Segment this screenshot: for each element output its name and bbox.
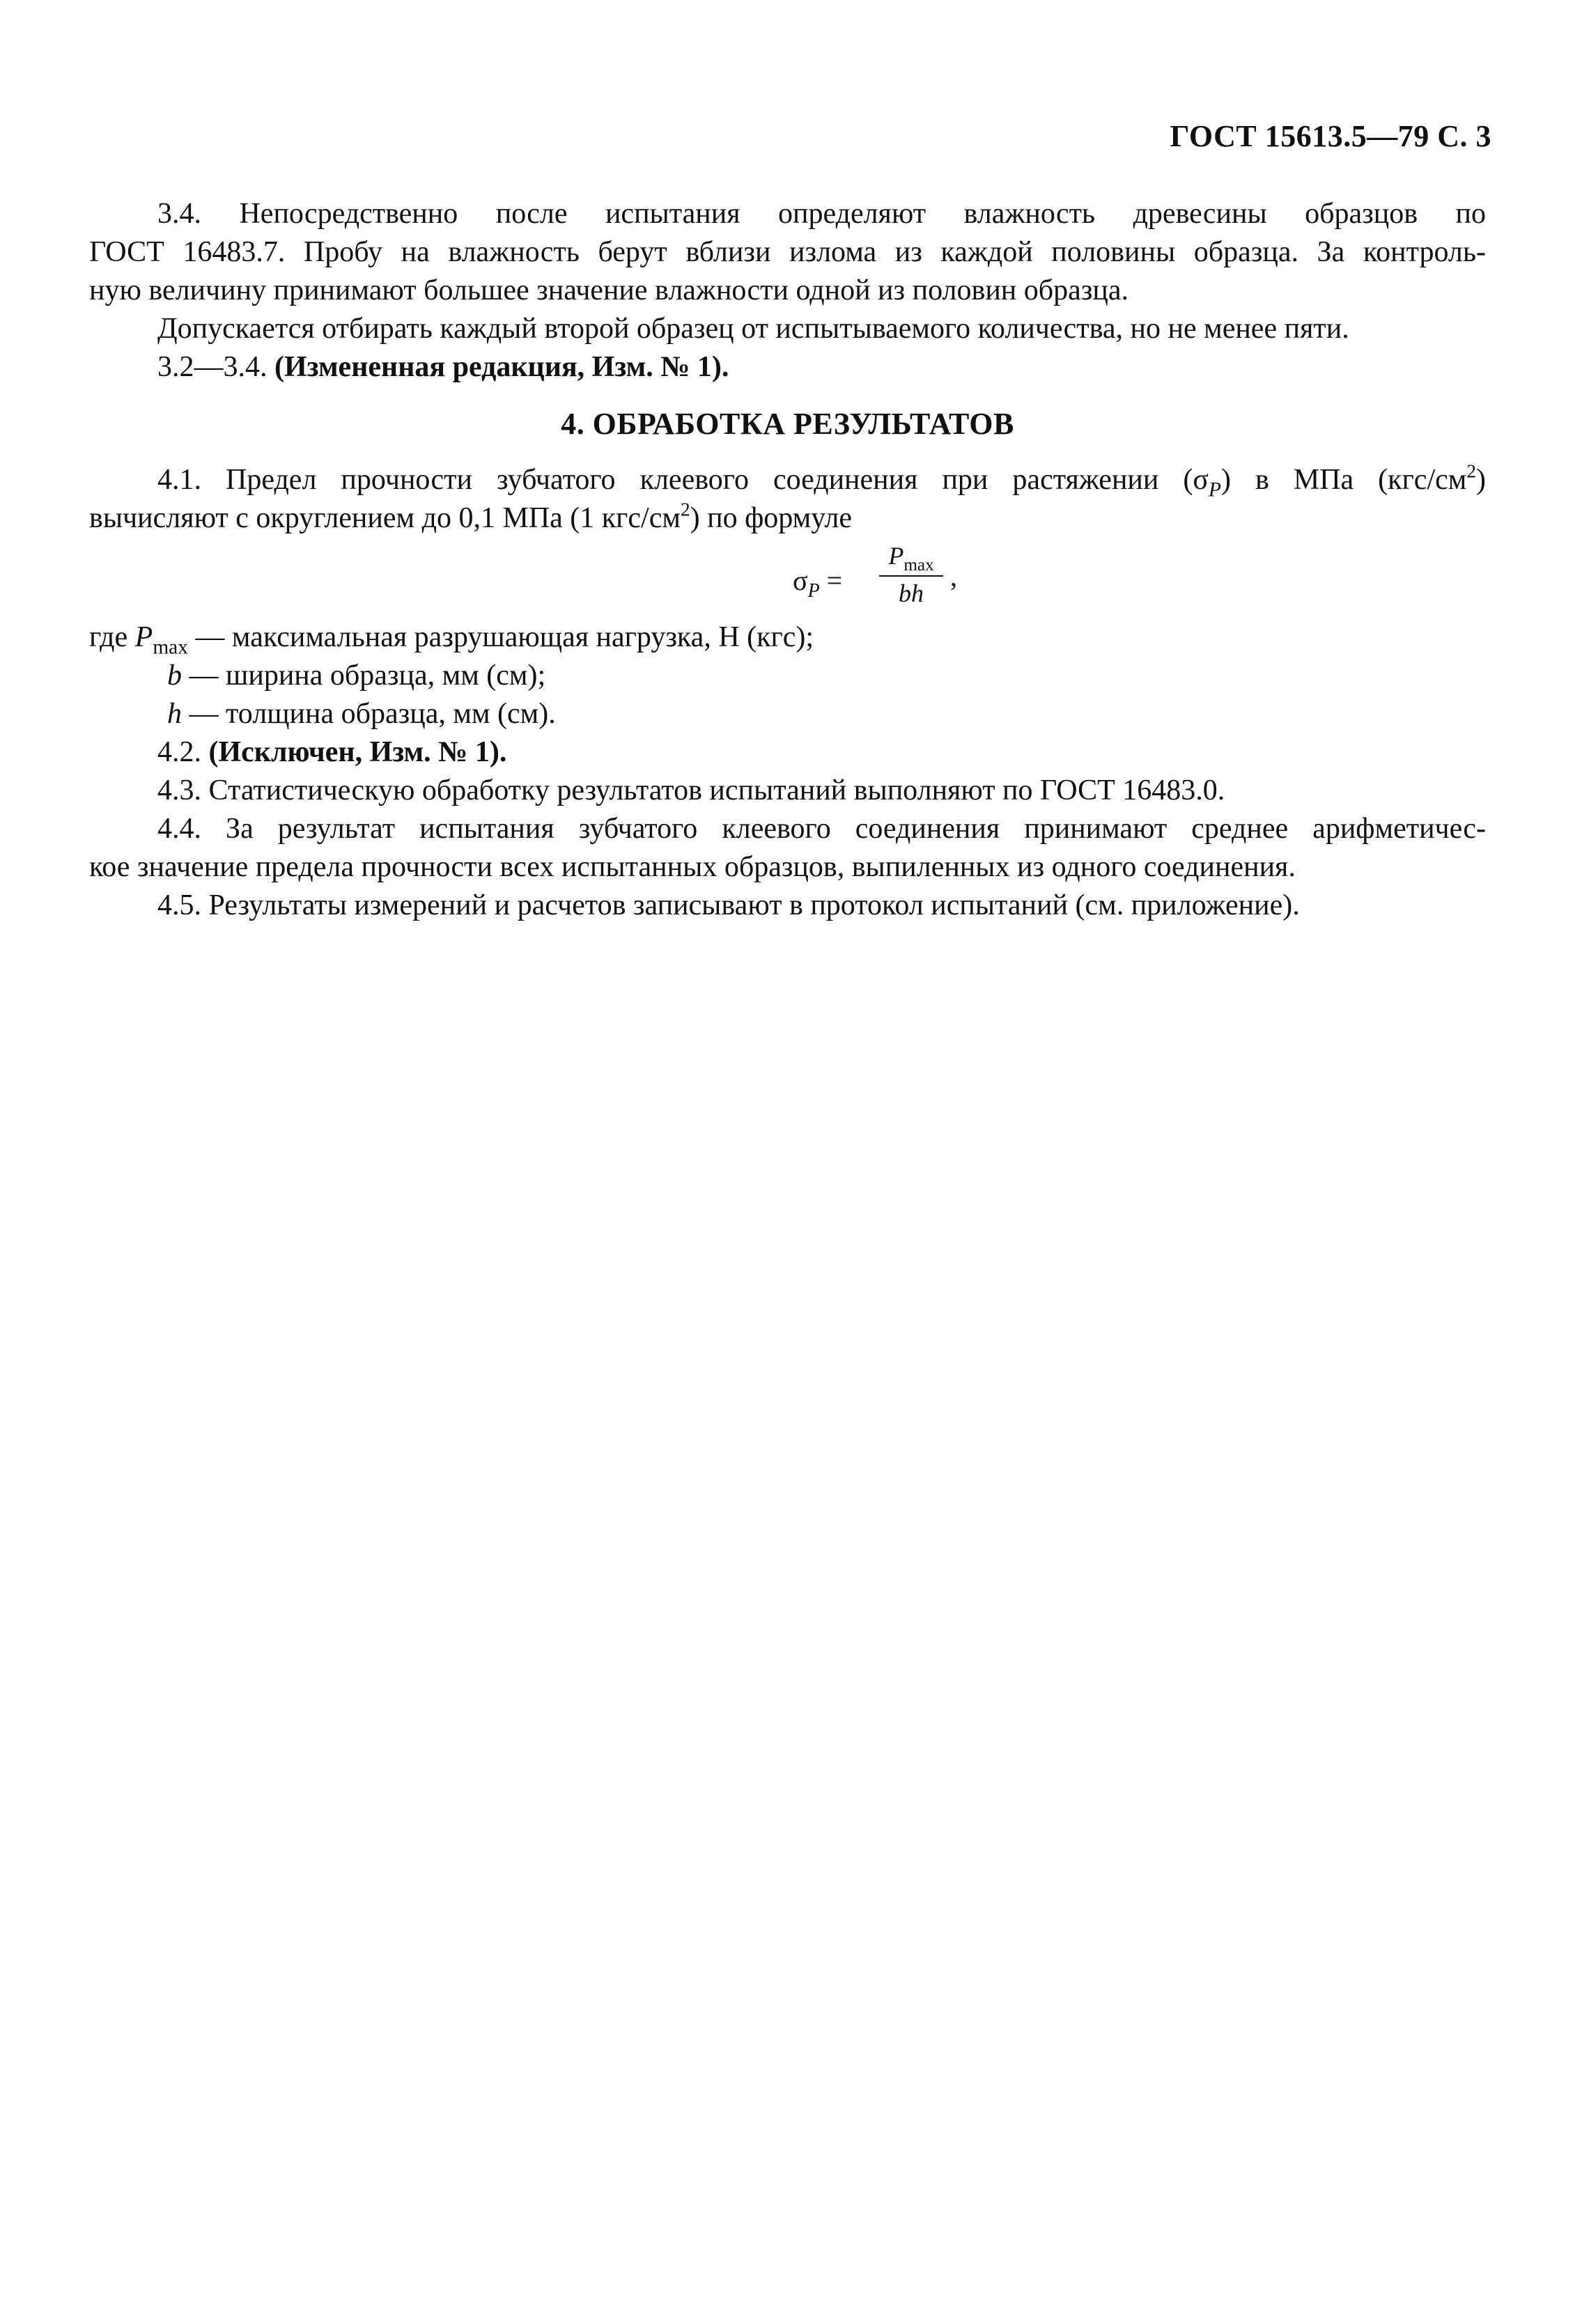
- formula-numerator: [878, 542, 945, 575]
- paragraph-3-4-line-1: 3.4. Непосредственно после испытания определяют влажность древесины образцов по: [157, 198, 1486, 230]
- definition-pmax: [89, 618, 1486, 657]
- formula-sigma-subscript: P: [807, 579, 820, 602]
- strength-formula: [89, 539, 1486, 616]
- paragraph-3-4-line-3: ную величину принимают большее значение влажности одной из половин образца.: [89, 274, 1129, 306]
- page-body: [89, 195, 1486, 925]
- p41-line2-superscript: 2: [680, 499, 690, 520]
- pmax-symbol: P: [134, 621, 153, 653]
- p41-superscript: 2: [1466, 460, 1476, 482]
- p41-line2-a: вычисляют с округлением до 0,1 МПа (1 кгс/см: [89, 502, 681, 534]
- definition-h: [89, 695, 1486, 733]
- formula-denominator: bh: [899, 579, 924, 607]
- paragraph-4-1-line-2: [89, 499, 1486, 538]
- p41-text-a: 4.1. Предел прочности зубчатого клеевого соединения при растяжении (σ: [157, 464, 1209, 496]
- paragraph-amendment-3-2-3-4: [89, 348, 1486, 387]
- p41-line2-b: ) по формуле: [690, 502, 852, 534]
- paragraph-4-4-line-1: 4.4. За результат испытания зубчатого клеевого соединения принимают среднее арифметичес-: [157, 813, 1486, 845]
- fraction-bar: [879, 575, 943, 577]
- amendment-clause-range: 3.2—3.4.: [157, 351, 267, 383]
- formula-fraction: [878, 539, 945, 616]
- clause-4-2-note: (Исключен, Изм. № 1).: [208, 736, 507, 768]
- paragraph-4-4-line-2: кое значение предела прочности всех испытанных образцов, выпиленных из одного соединения.: [89, 851, 1296, 883]
- clause-4-2-number: 4.2.: [157, 736, 201, 768]
- amendment-note: (Измененная редакция, Изм. № 1).: [274, 351, 729, 383]
- b-symbol: b: [167, 660, 182, 692]
- formula-equals: =: [826, 565, 843, 596]
- definition-b: [89, 657, 1486, 695]
- p41-text-b: ) в МПа (кгс/см: [1220, 464, 1467, 496]
- numerator-symbol: P: [888, 542, 904, 570]
- formula-lhs: [793, 561, 842, 600]
- pmax-subscript: max: [153, 636, 188, 659]
- paragraph-allowance: Допускается отбирать каждый второй образец от испытываемого количества, но не менее пяти.: [157, 313, 1349, 345]
- formula-sigma: σ: [793, 565, 808, 596]
- paragraph-4-3: 4.3. Статистическую обработку результатов испытаний выполняют по ГОСТ 16483.0.: [157, 774, 1225, 806]
- sigma-subscript: P: [1209, 478, 1221, 501]
- running-header: ГОСТ 15613.5—79 С. 3: [1170, 119, 1491, 153]
- h-symbol: h: [167, 698, 182, 730]
- b-definition: — ширина образца, мм (см);: [189, 660, 546, 692]
- where-word: где: [89, 621, 128, 653]
- paragraph-3-4-line-2: ГОСТ 16483.7. Пробу на влажность берут вблизи излома из каждой половины образца. За контроль-: [89, 236, 1486, 268]
- paragraph-4-1-line-1: [89, 461, 1486, 499]
- formula-comma: ,: [950, 561, 957, 592]
- p41-text-c: ): [1476, 464, 1486, 496]
- pmax-definition: — максимальная разрушающая нагрузка, Н (кгс);: [195, 621, 814, 653]
- paragraph-4-2: [89, 733, 1486, 772]
- paragraph-4-5: 4.5. Результаты измерений и расчетов записывают в протокол испытаний (см. приложение).: [157, 889, 1300, 921]
- h-definition: — толщина образца, мм (см).: [189, 698, 556, 730]
- numerator-subscript: max: [904, 555, 934, 575]
- section-heading: 4. ОБРАБОТКА РЕЗУЛЬТАТОВ: [561, 407, 1014, 441]
